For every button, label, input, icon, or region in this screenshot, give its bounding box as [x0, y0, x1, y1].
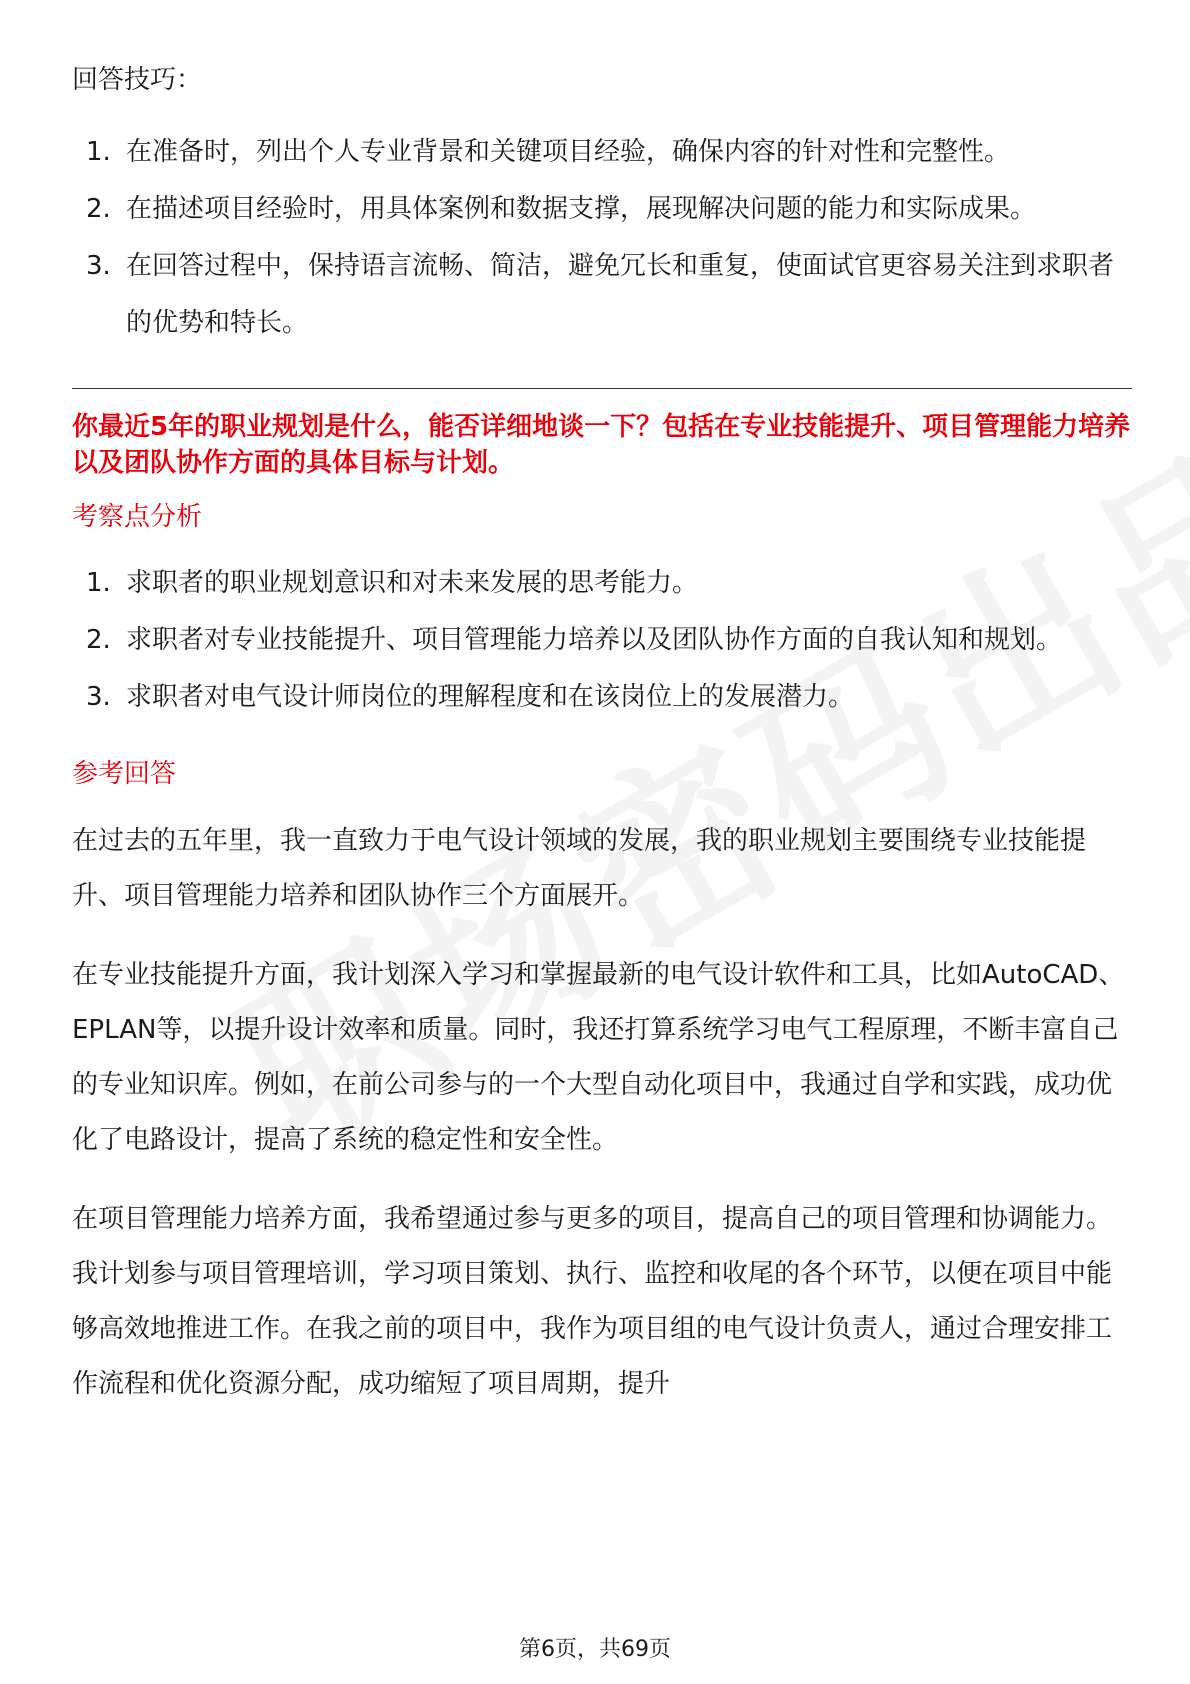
page-content	[72, 60, 1132, 1412]
tips-label: 回答技巧：	[72, 65, 203, 95]
tips-list	[72, 124, 1132, 352]
list-number: 3.	[86, 251, 111, 281]
list-item	[72, 181, 1132, 238]
list-item	[72, 555, 1132, 612]
list-item	[72, 612, 1132, 669]
answer-paragraph: 在专业技能提升方面，我计划深入学习和掌握最新的电气设计软件和工具，比如AutoCAD、EPLAN等，以提升设计效率和质量。同时，我还打算系统学习电气工程原理，不断丰富自己的专业知识库。例如，在前公司参与的一个大型自动化项目中，我通过自学和实践，成功优化了电路设计，提高了系统的稳定性和安全性。	[72, 960, 1125, 1155]
list-number: 2.	[86, 194, 111, 224]
answer-title: 参考回答	[72, 759, 177, 789]
list-text: 在回答过程中，保持语言流畅、简洁，避免冗长和重复，使面试官更容易关注到求职者的优势和特长。	[126, 251, 1115, 338]
question-heading: 你最近5年的职业规划是什么，能否详细地谈一下？包括在专业技能提升、项目管理能力培养以及团队协作方面的具体目标与计划。	[72, 412, 1131, 478]
list-number: 1.	[86, 568, 111, 598]
list-item	[72, 124, 1132, 181]
list-item	[72, 238, 1132, 352]
list-text: 求职者的职业规划意识和对未来发展的思考能力。	[126, 568, 699, 598]
list-text: 求职者对专业技能提升、项目管理能力培养以及团队协作方面的自我认知和规划。	[126, 625, 1063, 655]
analysis-list	[72, 555, 1132, 726]
list-number: 3.	[86, 682, 111, 712]
answer-paragraph: 在项目管理能力培养方面，我希望通过参与更多的项目，提高自己的项目管理和协调能力。我计划参与项目管理培训，学习项目策划、执行、监控和收尾的各个环节，以便在项目中能够高效地推进工作。在我之前的项目中，我作为项目组的电气设计负责人，通过合理安排工作流程和优化资源分配，成功缩短了项目周期，提升	[72, 1204, 1113, 1399]
list-number: 2.	[86, 625, 111, 655]
list-item	[72, 669, 1132, 726]
answer-paragraph: 在过去的五年里，我一直致力于电气设计领域的发展，我的职业规划主要围绕专业技能提升、项目管理能力培养和团队协作三个方面展开。	[72, 826, 1087, 911]
list-number: 1.	[86, 137, 111, 167]
section-divider	[72, 388, 1132, 389]
list-text: 在描述项目经验时，用具体案例和数据支撑，展现解决问题的能力和实际成果。	[126, 194, 1037, 224]
list-text: 求职者对电气设计师岗位的理解程度和在该岗位上的发展潜力。	[126, 682, 855, 712]
list-text: 在准备时，列出个人专业背景和关键项目经验，确保内容的针对性和完整性。	[126, 137, 1011, 167]
analysis-title: 考察点分析	[72, 502, 203, 532]
page-number: 第6页，共69页	[519, 1637, 671, 1662]
